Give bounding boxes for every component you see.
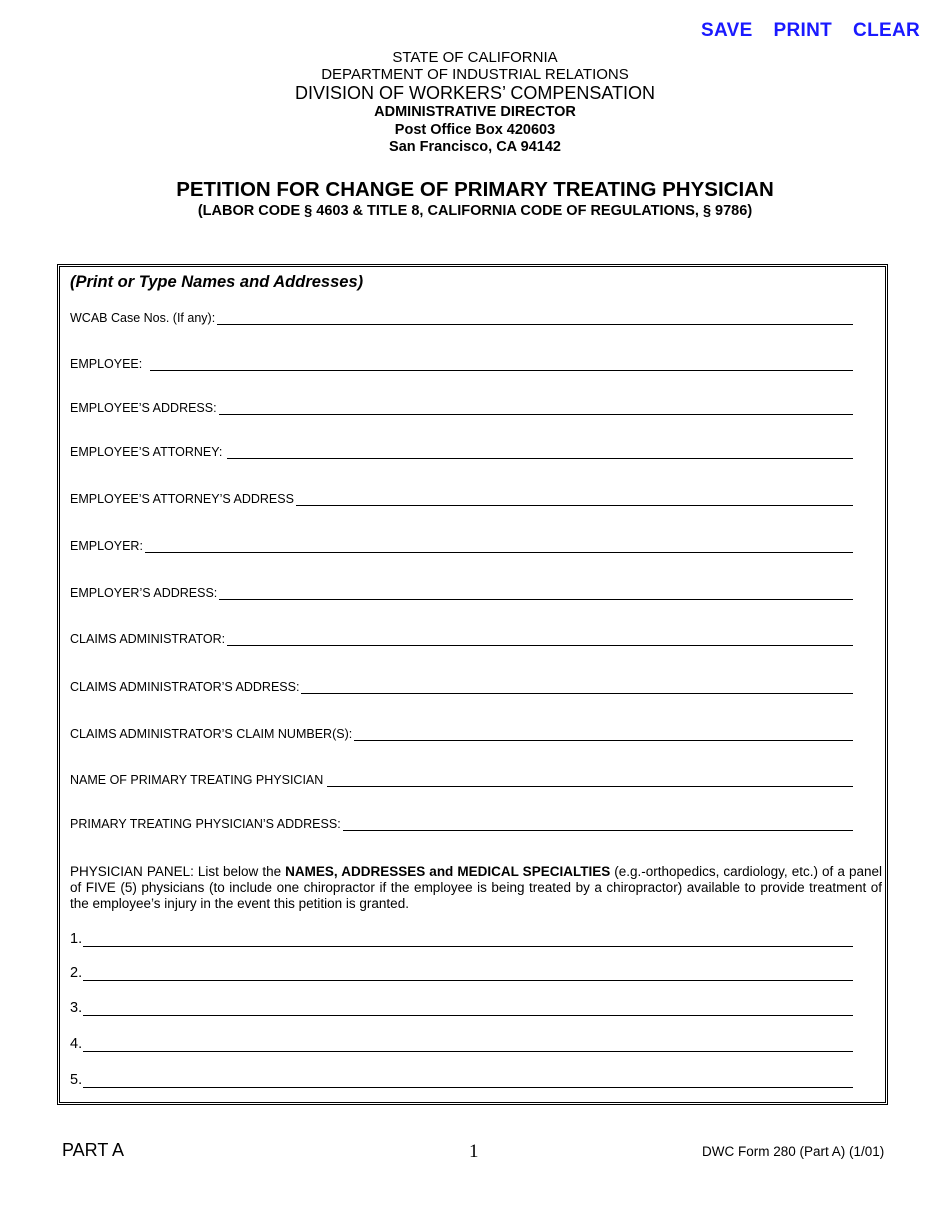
field-label: WCAB Case Nos. (If any): xyxy=(70,311,216,325)
agency-header xyxy=(0,49,950,157)
employee-attorney-input[interactable] xyxy=(227,446,853,459)
panel-entry-3 xyxy=(70,998,853,1016)
field-label: PRIMARY TREATING PHYSICIAN’S ADDRESS: xyxy=(70,817,341,831)
panel-entry-5 xyxy=(70,1070,853,1088)
claim-numbers-input[interactable] xyxy=(354,728,853,741)
toolbar xyxy=(701,20,920,42)
title-main: PETITION FOR CHANGE OF PRIMARY TREATING PHYSICIAN xyxy=(176,178,774,201)
panel-entry-4 xyxy=(70,1034,853,1052)
field-label: CLAIMS ADMINISTRATOR’S ADDRESS: xyxy=(70,680,300,694)
panel-entry-1 xyxy=(70,929,853,947)
field-label: EMPLOYER’S ADDRESS: xyxy=(70,586,218,600)
treating-physician-input[interactable] xyxy=(327,774,853,787)
field-claims-admin-address xyxy=(70,678,853,694)
field-label: EMPLOYEE: xyxy=(70,357,143,371)
title-sub: (LABOR CODE § 4603 & TITLE 8, CALIFORNIA CODE OF REGULATIONS, § 9786) xyxy=(197,203,753,219)
header-division: DIVISION OF WORKERS’ COMPENSATION xyxy=(294,83,656,103)
clear-button[interactable]: CLEAR xyxy=(853,20,920,41)
field-label: EMPLOYEE’S ADDRESS: xyxy=(70,401,217,415)
panel-rest: (e.g.-orthopedics, cardiology, etc.) of a panel of FIVE (5) physicians (to include one chiropractor if the employee is being treated by a chiropractor) available to provide treatment of the employee’s injury in the event this petition is granted. xyxy=(70,864,882,911)
employee-address-input[interactable] xyxy=(219,402,853,415)
panel-entry-2 xyxy=(70,963,853,981)
panel-entry-4-input[interactable] xyxy=(83,1039,853,1052)
form-title xyxy=(0,178,950,220)
field-claim-numbers xyxy=(70,725,853,741)
form-heading xyxy=(70,273,363,292)
save-button[interactable]: SAVE xyxy=(701,20,753,41)
field-employer-address xyxy=(70,584,853,600)
field-label: EMPLOYEE’S ATTORNEY’S ADDRESS xyxy=(70,492,294,506)
panel-number: 1. xyxy=(70,931,83,947)
print-button[interactable]: PRINT xyxy=(773,20,833,41)
field-employer xyxy=(70,537,853,553)
field-label: CLAIMS ADMINISTRATOR’S CLAIM NUMBER(S): xyxy=(70,727,353,741)
field-employee-address xyxy=(70,399,853,415)
field-physician-address xyxy=(70,815,853,831)
panel-number: 2. xyxy=(70,965,83,981)
wcab-case-input[interactable] xyxy=(217,312,853,325)
employer-input[interactable] xyxy=(145,540,853,553)
employer-address-input[interactable] xyxy=(219,587,853,600)
form-id: DWC Form 280 (Part A) (1/01) xyxy=(702,1144,885,1159)
employee-input[interactable] xyxy=(150,358,853,371)
physician-address-input[interactable] xyxy=(343,818,853,831)
footer-part: PART A xyxy=(62,1140,125,1160)
header-department: DEPARTMENT OF INDUSTRIAL RELATIONS xyxy=(321,66,629,83)
claims-admin-address-input[interactable] xyxy=(301,681,853,694)
panel-entry-5-input[interactable] xyxy=(83,1075,853,1088)
field-wcab-case xyxy=(70,309,853,325)
panel-bold: NAMES, ADDRESSES and MEDICAL SPECIALTIES xyxy=(285,864,611,879)
panel-number: 3. xyxy=(70,1000,83,1016)
header-po-box: Post Office Box 420603 xyxy=(394,121,556,138)
field-label: CLAIMS ADMINISTRATOR: xyxy=(70,632,226,646)
page-number: 1 xyxy=(469,1141,479,1162)
heading-text: Print or Type Names and Addresses) xyxy=(75,273,364,291)
panel-entry-2-input[interactable] xyxy=(83,968,853,981)
field-label: EMPLOYEE’S ATTORNEY: xyxy=(70,445,223,459)
field-treating-physician xyxy=(70,771,853,787)
header-state: STATE OF CALIFORNIA xyxy=(392,49,558,66)
header-city: San Francisco, CA 94142 xyxy=(389,139,561,155)
panel-entry-3-input[interactable] xyxy=(83,1003,853,1016)
field-label: NAME OF PRIMARY TREATING PHYSICIAN xyxy=(70,773,324,787)
field-claims-administrator xyxy=(70,630,853,646)
panel-number: 5. xyxy=(70,1072,83,1088)
physician-panel-instructions xyxy=(70,864,882,912)
field-attorney-address xyxy=(70,490,853,506)
form-box xyxy=(57,264,888,1105)
field-employee-attorney xyxy=(70,443,853,459)
heading-paren: ( xyxy=(70,273,76,291)
field-employee xyxy=(70,355,853,371)
field-label: EMPLOYER: xyxy=(70,539,143,553)
header-director: ADMINISTRATIVE DIRECTOR xyxy=(374,104,576,120)
panel-entry-1-input[interactable] xyxy=(83,934,853,947)
panel-number: 4. xyxy=(70,1036,83,1052)
attorney-address-input[interactable] xyxy=(296,493,853,506)
panel-intro: PHYSICIAN PANEL: List below the xyxy=(70,864,286,879)
claims-administrator-input[interactable] xyxy=(227,633,853,646)
